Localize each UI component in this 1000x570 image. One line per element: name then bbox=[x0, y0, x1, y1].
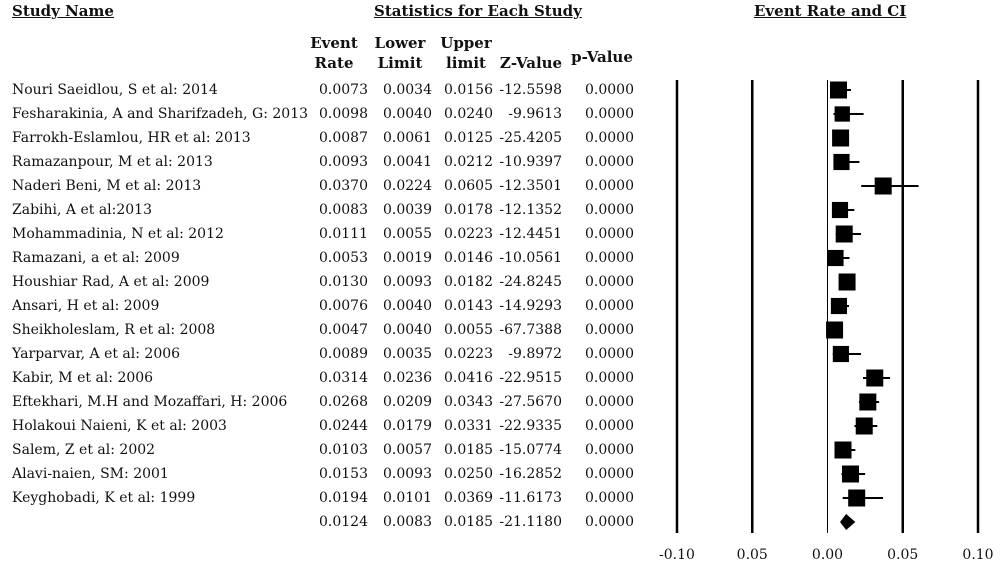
z-value-cell: -10.0561 bbox=[499, 250, 562, 266]
z-value-cell: -12.1352 bbox=[499, 202, 562, 218]
z-value-cell: -12.4451 bbox=[499, 226, 562, 242]
study-name-header: Study Name bbox=[12, 2, 114, 20]
lower-limit-cell: 0.0236 bbox=[383, 370, 432, 386]
lower-limit-cell: 0.0209 bbox=[383, 394, 432, 410]
p-value-cell: 0.0000 bbox=[585, 442, 634, 458]
lower-limit-cell: 0.0083 bbox=[383, 514, 432, 530]
study-name-cell: Salem, Z et al: 2002 bbox=[12, 442, 156, 458]
upper-limit-cell: 0.0182 bbox=[444, 274, 493, 290]
p-value-cell: 0.0000 bbox=[585, 322, 634, 338]
point-estimate bbox=[859, 394, 876, 411]
upper-limit-cell: 0.0369 bbox=[444, 490, 493, 506]
study-name-cell: Yarparvar, A et al: 2006 bbox=[12, 346, 181, 362]
lower-limit-cell: 0.0093 bbox=[383, 274, 432, 290]
point-estimate bbox=[833, 346, 849, 362]
z-value-cell: -27.5670 bbox=[499, 394, 562, 410]
upper-limit-cell: 0.0605 bbox=[444, 178, 493, 194]
z-value-cell: -9.9613 bbox=[508, 106, 562, 122]
study-name-cell: Alavi-naien, SM: 2001 bbox=[12, 466, 169, 482]
lower-limit-cell: 0.0040 bbox=[383, 322, 432, 338]
plot-group-header: Event Rate and CI bbox=[754, 2, 907, 20]
z-value-cell: -12.5598 bbox=[499, 82, 562, 98]
lower-limit-header-line2: Limit bbox=[377, 54, 423, 72]
event-rate-header-line1: Event bbox=[310, 34, 358, 52]
lower-limit-header-line1: Lower bbox=[374, 34, 426, 52]
p-value-cell: 0.0000 bbox=[585, 226, 634, 242]
p-value-cell: 0.0000 bbox=[585, 178, 634, 194]
upper-limit-cell: 0.0156 bbox=[444, 82, 493, 98]
event-rate-cell: 0.0130 bbox=[319, 274, 368, 290]
point-estimate bbox=[832, 130, 849, 147]
upper-limit-cell: 0.0143 bbox=[444, 298, 493, 314]
point-estimate bbox=[836, 226, 853, 243]
event-rate-cell: 0.0087 bbox=[319, 130, 368, 146]
point-estimate bbox=[856, 418, 873, 435]
point-estimate bbox=[866, 370, 883, 387]
p-value-cell: 0.0000 bbox=[585, 466, 634, 482]
p-value-cell: 0.0000 bbox=[585, 130, 634, 146]
event-rate-cell: 0.0076 bbox=[319, 298, 368, 314]
study-name-cell: Sheikholeslam, R et al: 2008 bbox=[12, 322, 216, 338]
p-value-cell: 0.0000 bbox=[585, 202, 634, 218]
z-value-cell: -12.3501 bbox=[499, 178, 562, 194]
point-estimate bbox=[835, 442, 852, 459]
event-rate-cell: 0.0098 bbox=[319, 106, 368, 122]
event-rate-cell: 0.0314 bbox=[319, 370, 368, 386]
event-rate-cell: 0.0047 bbox=[319, 322, 368, 338]
study-name-cell: Ramazani, a et al: 2009 bbox=[12, 250, 180, 266]
upper-limit-header-line1: Upper bbox=[440, 34, 492, 52]
study-name-cell: Houshiar Rad, A et al: 2009 bbox=[12, 274, 210, 290]
lower-limit-cell: 0.0039 bbox=[383, 202, 432, 218]
z-value-cell: -16.2852 bbox=[499, 466, 562, 482]
lower-limit-cell: 0.0034 bbox=[383, 82, 432, 98]
p-value-header: p-Value bbox=[571, 48, 633, 66]
z-value-cell: -25.4205 bbox=[499, 130, 562, 146]
point-estimate bbox=[826, 322, 843, 339]
upper-limit-cell: 0.0212 bbox=[444, 154, 493, 170]
event-rate-cell: 0.0053 bbox=[319, 250, 368, 266]
p-value-cell: 0.0000 bbox=[585, 346, 634, 362]
point-estimate bbox=[839, 274, 856, 291]
lower-limit-cell: 0.0055 bbox=[383, 226, 432, 242]
event-rate-cell: 0.0103 bbox=[319, 442, 368, 458]
lower-limit-cell: 0.0101 bbox=[383, 490, 432, 506]
upper-limit-cell: 0.0343 bbox=[444, 394, 493, 410]
lower-limit-cell: 0.0061 bbox=[383, 130, 432, 146]
p-value-cell: 0.0000 bbox=[585, 250, 634, 266]
statistics-group-header: Statistics for Each Study bbox=[374, 2, 582, 20]
x-tick-label: 0.00 bbox=[811, 547, 844, 563]
study-name-cell: Zabihi, A et al:2013 bbox=[12, 202, 152, 218]
z-value-cell: -14.9293 bbox=[499, 298, 562, 314]
lower-limit-cell: 0.0040 bbox=[383, 298, 432, 314]
event-rate-cell: 0.0073 bbox=[319, 82, 368, 98]
p-value-cell: 0.0000 bbox=[585, 514, 634, 530]
event-rate-cell: 0.0153 bbox=[319, 466, 368, 482]
upper-limit-cell: 0.0331 bbox=[444, 418, 493, 434]
study-name-cell: Fesharakinia, A and Sharifzadeh, G: 2013 bbox=[12, 106, 309, 122]
event-rate-cell: 0.0370 bbox=[319, 178, 368, 194]
point-estimate bbox=[848, 490, 865, 507]
pooled-diamond bbox=[840, 514, 855, 530]
upper-limit-cell: 0.0223 bbox=[444, 346, 493, 362]
event-rate-cell: 0.0244 bbox=[319, 418, 368, 434]
x-tick-label: 0.05 bbox=[887, 547, 919, 563]
p-value-cell: 0.0000 bbox=[585, 298, 634, 314]
lower-limit-cell: 0.0057 bbox=[383, 442, 432, 458]
z-value-header: Z-Value bbox=[499, 54, 563, 72]
study-name-cell: Mohammadinia, N et al: 2012 bbox=[12, 226, 224, 242]
p-value-cell: 0.0000 bbox=[585, 418, 634, 434]
study-name-cell: Farrokh-Eslamlou, HR et al: 2013 bbox=[12, 130, 251, 146]
study-name-cell: Naderi Beni, M et al: 2013 bbox=[12, 178, 202, 194]
upper-limit-cell: 0.0223 bbox=[444, 226, 493, 242]
event-rate-cell: 0.0083 bbox=[319, 202, 368, 218]
upper-limit-cell: 0.0250 bbox=[444, 466, 493, 482]
upper-limit-cell: 0.0416 bbox=[444, 370, 493, 386]
upper-limit-cell: 0.0240 bbox=[444, 106, 493, 122]
p-value-cell: 0.0000 bbox=[585, 490, 634, 506]
point-estimate bbox=[831, 298, 847, 314]
lower-limit-cell: 0.0019 bbox=[383, 250, 432, 266]
z-value-cell: -22.9515 bbox=[499, 370, 562, 386]
upper-limit-cell: 0.0185 bbox=[444, 514, 493, 530]
event-rate-cell: 0.0093 bbox=[319, 154, 368, 170]
z-value-cell: -9.8972 bbox=[508, 346, 562, 362]
point-estimate bbox=[827, 250, 843, 266]
study-name-cell: Nouri Saeidlou, S et al: 2014 bbox=[12, 82, 218, 98]
study-name-cell: Eftekhari, M.H and Mozaffari, H: 2006 bbox=[12, 394, 288, 410]
p-value-cell: 0.0000 bbox=[585, 274, 634, 290]
study-name-cell: Kabir, M et al: 2006 bbox=[12, 370, 154, 386]
event-rate-cell: 0.0194 bbox=[319, 490, 368, 506]
upper-limit-cell: 0.0178 bbox=[444, 202, 493, 218]
lower-limit-cell: 0.0093 bbox=[383, 466, 432, 482]
event-rate-header-line2: Rate bbox=[314, 54, 354, 72]
lower-limit-cell: 0.0040 bbox=[383, 106, 432, 122]
study-name-cell: Ramazanpour, M et al: 2013 bbox=[12, 154, 213, 170]
lower-limit-cell: 0.0224 bbox=[383, 178, 432, 194]
study-name-cell: Keyghobadi, K et al: 1999 bbox=[12, 490, 196, 506]
z-value-cell: -10.9397 bbox=[499, 154, 562, 170]
x-tick-label: 0.10 bbox=[962, 547, 994, 563]
event-rate-cell: 0.0124 bbox=[319, 514, 368, 530]
z-value-cell: -24.8245 bbox=[499, 274, 562, 290]
p-value-cell: 0.0000 bbox=[585, 82, 634, 98]
lower-limit-cell: 0.0041 bbox=[383, 154, 432, 170]
x-tick-label: 0.05 bbox=[736, 547, 768, 563]
lower-limit-cell: 0.0035 bbox=[383, 346, 432, 362]
point-estimate bbox=[833, 154, 849, 170]
p-value-cell: 0.0000 bbox=[585, 370, 634, 386]
study-name-cell: Ansari, H et al: 2009 bbox=[12, 298, 160, 314]
point-estimate bbox=[830, 82, 847, 99]
point-estimate bbox=[842, 466, 859, 483]
lower-limit-cell: 0.0179 bbox=[383, 418, 432, 434]
p-value-cell: 0.0000 bbox=[585, 106, 634, 122]
point-estimate bbox=[832, 202, 848, 218]
point-estimate bbox=[835, 106, 850, 121]
upper-limit-cell: 0.0146 bbox=[444, 250, 493, 266]
p-value-cell: 0.0000 bbox=[585, 154, 634, 170]
z-value-cell: -11.6173 bbox=[499, 490, 562, 506]
z-value-cell: -67.7388 bbox=[499, 322, 562, 338]
z-value-cell: -22.9335 bbox=[499, 418, 562, 434]
event-rate-cell: 0.0089 bbox=[319, 346, 368, 362]
study-name-cell: Holakoui Naieni, K et al: 2003 bbox=[12, 418, 227, 434]
point-estimate bbox=[875, 178, 892, 195]
z-value-cell: -15.0774 bbox=[499, 442, 562, 458]
event-rate-cell: 0.0111 bbox=[319, 226, 368, 242]
x-tick-label: -0.10 bbox=[659, 547, 695, 563]
p-value-cell: 0.0000 bbox=[585, 394, 634, 410]
event-rate-cell: 0.0268 bbox=[319, 394, 368, 410]
upper-limit-cell: 0.0185 bbox=[444, 442, 493, 458]
upper-limit-header-line2: limit bbox=[446, 54, 486, 72]
upper-limit-cell: 0.0055 bbox=[444, 322, 493, 338]
z-value-cell: -21.1180 bbox=[499, 514, 562, 530]
upper-limit-cell: 0.0125 bbox=[444, 130, 493, 146]
